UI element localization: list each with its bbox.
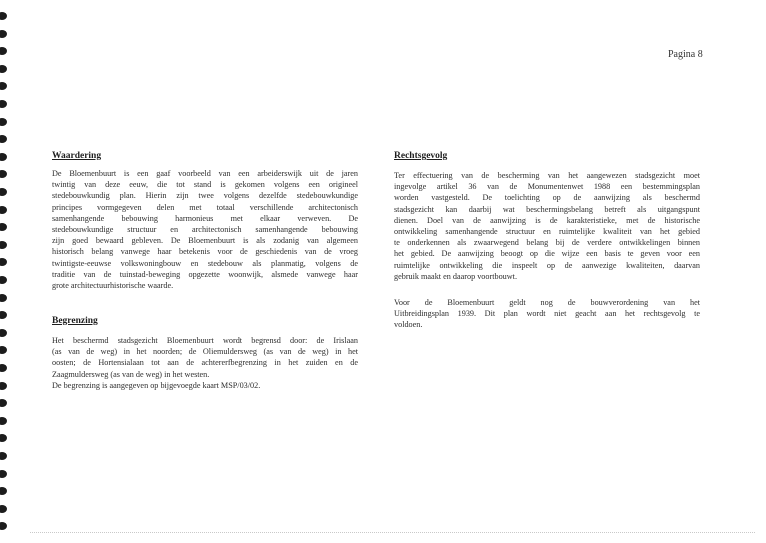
binder-hole: [0, 505, 7, 513]
text-line: stedebouwkundig plan. Hierin zijn twee volgens dezelfde stedebouwkundige: [52, 191, 358, 201]
text-line: oosten; de Hortensialaan tot aan de achtererfbegrenzing in het zuiden en de: [52, 358, 358, 368]
text-line: gebruik maakt en daarop voortbouwt.: [394, 271, 518, 281]
text-line: twintigste-eeuwse volkswoningbouw en stedebouw als planmatig, volgens de: [52, 258, 358, 268]
binder-hole: [0, 399, 7, 407]
binder-hole: [0, 82, 7, 90]
heading-waardering: Waardering: [52, 151, 102, 161]
binder-hole: [0, 487, 7, 495]
text-line: Ter effectuering van de bescherming van het aangewezen stadsgezicht moet: [394, 171, 700, 180]
text-line: Voor de Bloemenbuurt geldt nog de bouwverordening van het: [394, 298, 700, 307]
binder-hole: [0, 30, 7, 38]
text-line: De Bloemenbuurt is een gaaf voorbeeld van een arbeiderswijk uit de jaren: [52, 169, 358, 178]
text-line: (as van de weg) in het noorden; de Oliemuldersweg (as van de weg) in het: [52, 347, 358, 357]
binder-hole: [0, 294, 7, 302]
binder-hole: [0, 188, 7, 196]
binder-hole: [0, 329, 7, 337]
text-line: samenhangende bebouwing harmonieus met elkaar verweven. De: [52, 213, 358, 223]
binder-hole: [0, 241, 7, 249]
text-line: dienen. Doel van de aanwijzing is de karakteristieke, met de historische: [394, 215, 700, 225]
binder-hole: [0, 153, 7, 161]
binder-hole: [0, 65, 7, 73]
binder-hole: [0, 100, 7, 108]
paragraph-rechtsgevolg: [394, 170, 700, 282]
text-line: te onderkennen als zwaarwegend belang bij de verdere ontwikkelingen binnen: [394, 238, 700, 248]
binder-hole: [0, 364, 7, 372]
text-line: Zaagmuldersweg (as van de weg) in het westen.: [52, 369, 210, 379]
binder-hole: [0, 258, 7, 266]
heading-begrenzing: Begrenzing: [52, 316, 98, 326]
text-line: ingevolge artikel 36 van de Monumentenwet 1988 een bestemmingsplan: [394, 182, 700, 192]
binder-hole: [0, 223, 7, 231]
text-line: twintig van deze eeuw, die tot stand is gekomen volgens een origineel: [52, 180, 358, 190]
binder-hole: [0, 206, 7, 214]
text-line: voldoen.: [394, 320, 423, 330]
binder-hole: [0, 346, 7, 354]
binder-hole: [0, 470, 7, 478]
text-line: worden vastgesteld. De toelichting op de aanwijzing als beschermd: [394, 193, 700, 203]
paragraph-begrenzing: [52, 335, 358, 391]
text-line: zijn goed bewaard gebleven. De Bloemenbuurt is als zodanig van algemeen: [52, 236, 358, 246]
binder-hole: [0, 276, 7, 284]
text-line: stedebouwkundige structuur en architectonisch samenhangende bebouwing: [52, 225, 358, 235]
binder-hole: [0, 170, 7, 178]
binder-hole: [0, 417, 7, 425]
heading-rechtsgevolg: Rechtsgevolg: [394, 151, 448, 161]
text-line: ruimtelijke ontwikkeling die inspeelt op de aanwezige kwaliteiten, daarvan: [394, 260, 700, 270]
text-line: De begrenzing is aangegeven op bijgevoegde kaart MSP/03/02.: [52, 380, 261, 390]
binder-hole: [0, 12, 7, 20]
binder-holes: [0, 0, 12, 543]
binder-hole: [0, 47, 7, 55]
text-line: ontwikkeling samenhangende structuur en ruimtelijke kwaliteit van het gebied: [394, 227, 700, 237]
text-line: traditie van de tuinstad-beweging opgezette woonwijk, alsmede vanwege haar: [52, 269, 358, 279]
binder-hole: [0, 452, 7, 460]
text-line: Uitbreidingsplan 1939. Dit plan wordt niet geacht aan het rechtsgevolg te: [394, 309, 700, 319]
text-line: Het beschermd stadsgezicht Bloemenbuurt wordt begrensd door: de Irislaan: [52, 336, 358, 345]
binder-hole: [0, 311, 7, 319]
binder-hole: [0, 118, 7, 126]
text-line: principes vormgegeven delen met totaal verschillende architectonisch: [52, 202, 358, 212]
binder-hole: [0, 382, 7, 390]
text-line: historisch belang vanwege haar betekenis voor de geschiedenis van de vroeg: [52, 247, 358, 257]
binder-hole: [0, 434, 7, 442]
binder-hole: [0, 135, 7, 143]
text-line: het gebied. De aanwijzing beoogt op die wijze een basis te geven voor een: [394, 249, 700, 259]
page-number: Pagina 8: [668, 49, 703, 60]
paragraph-waardering: [52, 168, 358, 291]
page-edge: [30, 532, 755, 533]
paragraph-bouwverordening: [394, 297, 700, 331]
text-line: stadsgezicht kan daarbij wat beschermingsbelang betreft als uitgangspunt: [394, 204, 700, 214]
binder-hole: [0, 522, 7, 530]
text-line: grote architectuurhistorische waarde.: [52, 281, 174, 291]
